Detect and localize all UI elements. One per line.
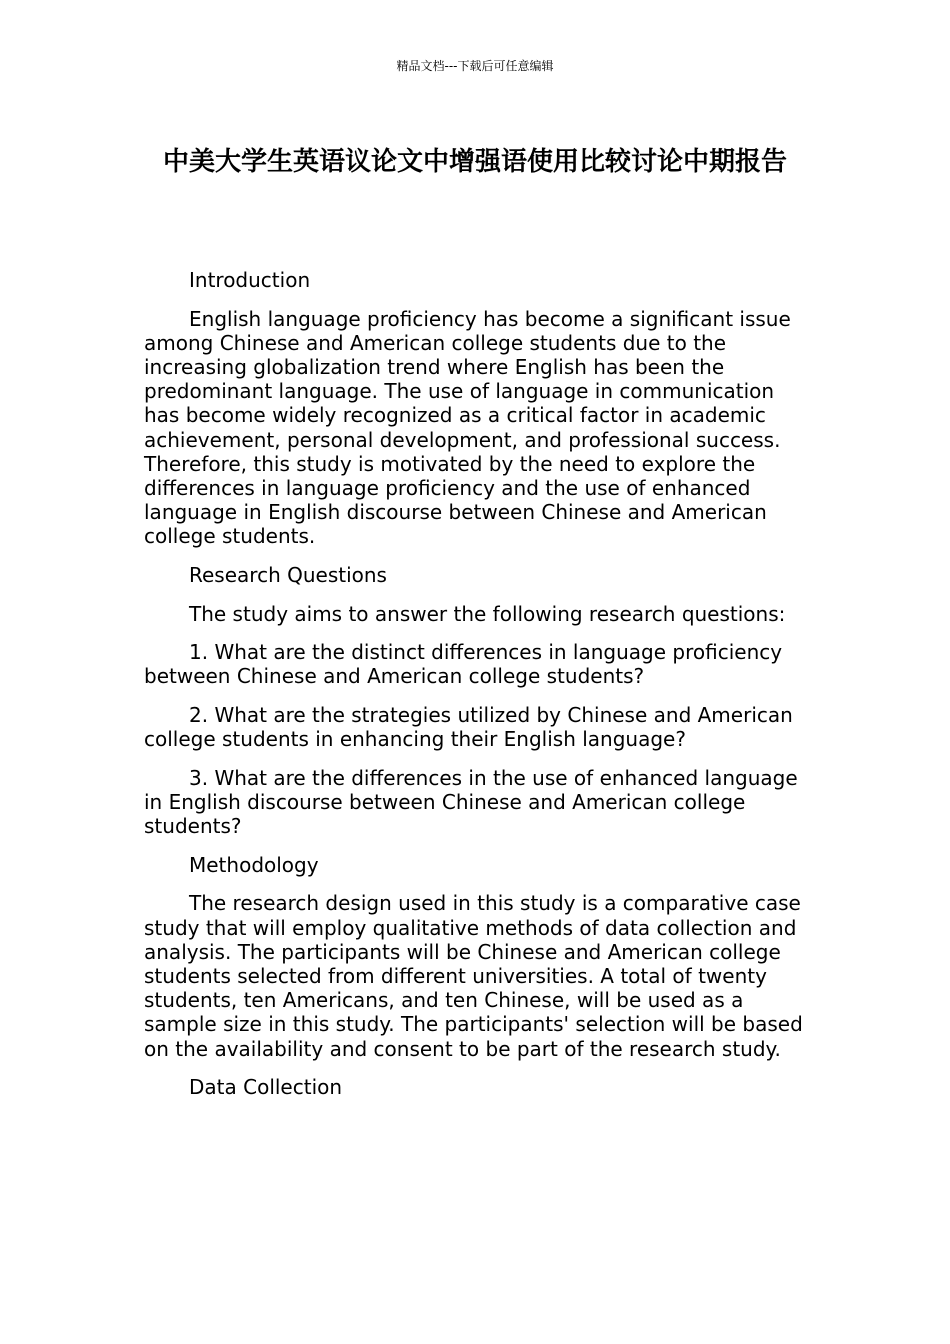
- header-note: 精品文档---下载后可任意编辑: [396, 59, 554, 73]
- paragraph-methodology: The research design used in this study is a comparative case study that will employ qualitative methods of data collection and analysis. The participants will be Chinese and American college students selected from different universities. A total of twenty students, ten Americans, and ten Chinese, will be used as a sample size in this study. The participants' selection will be based on the availability and consent to be part of the research study.: [144, 891, 803, 1061]
- document-title: 中美大学生英语议论文中增强语使用比较讨论中期报告: [162, 147, 787, 177]
- paragraph-research-questions-intro: The study aims to answer the following research questions:: [189, 601, 786, 626]
- research-question-2: 2. What are the strategies utilized by Chinese and American college students in enhancing their English language?: [144, 703, 793, 752]
- document-body: [144, 268, 808, 1114]
- paragraph-introduction: English language proficiency has become a significant issue among Chinese and American college students due to the increasing globalization trend where English has been the predominant language. The use of language in communication has become widely recognized as a critical factor in academic achievement, personal development, and professional success. Therefore, this study is motivated by the need to explore the differences in language proficiency and the use of enhanced language in English discourse between Chinese and American college students.: [144, 306, 791, 549]
- section-heading-introduction: Introduction: [189, 268, 311, 292]
- section-heading-research-questions: Research Questions: [189, 563, 387, 588]
- research-question-1: 1. What are the distinct differences in language proficiency between Chinese and American college students?: [144, 640, 783, 689]
- section-heading-data-collection: Data Collection: [189, 1075, 343, 1100]
- section-heading-methodology: Methodology: [189, 852, 319, 877]
- research-question-3: 3. What are the differences in the use of enhanced language in English discourse between Chinese and American college students?: [144, 765, 798, 839]
